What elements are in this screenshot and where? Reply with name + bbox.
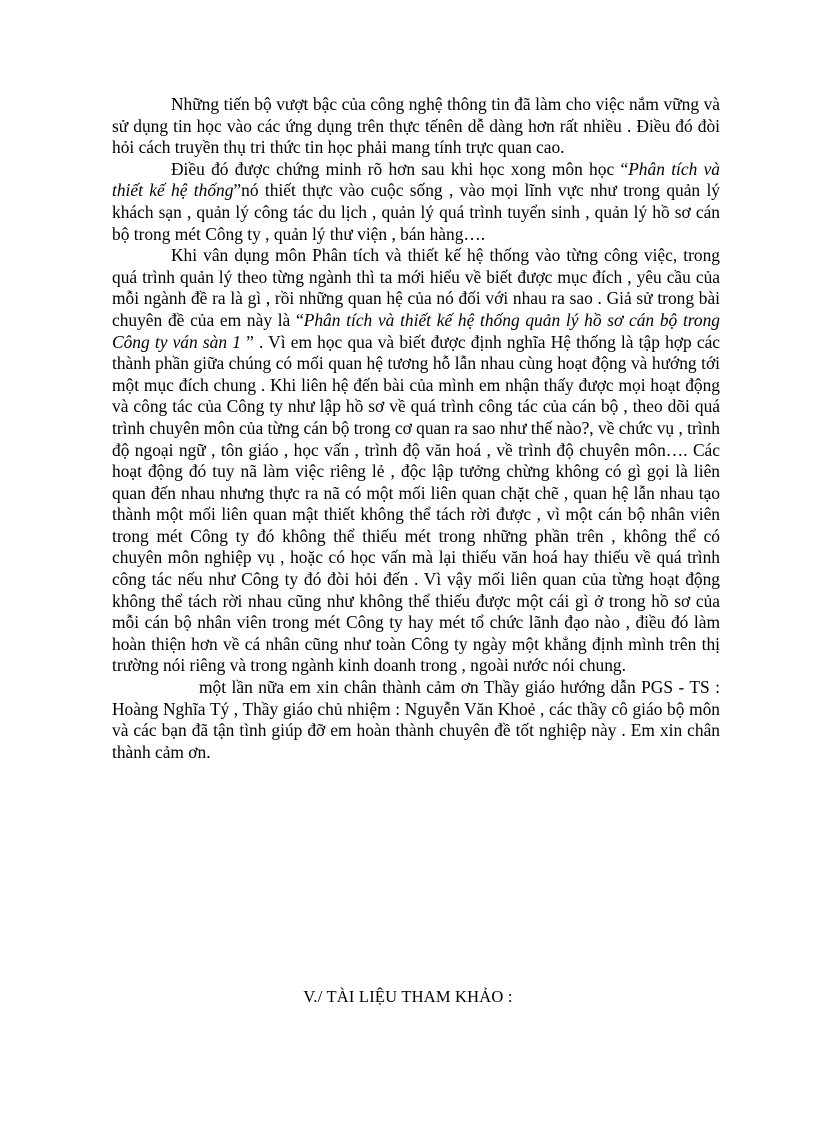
paragraph-application-text-2: ” . Vì em học qua và biết được định nghĩa Hệ thống là tập hợp các thành phần giữa chúng có mối quan hệ tương hỗ lẫn nhau cùng hoạt động và hướng tới một mục đích chung . Khi liên hệ đến bài của mình em nhận thấy được mọi hoạt động và công tác của Công ty như lập hồ sơ về quá trình công tác của cán bộ , theo dõi quá trình chuyên môn của từng cán bộ trong cơ quan ra sao như thế nào?, về chức vụ , trình độ ngoại ngữ , tôn giáo , học vấn , trình độ văn hoá , về trình độ chuyên môn…. Các hoạt động đó tuy nã làm việc riêng lẻ , độc lập tưởng chừng không có gì gọi là liên quan đến nhau nhưng thực ra nã có một mối liên quan chặt chẽ , quan hệ lẫn nhau tạo thành một mối liên quan mật thiết không thể tách rời được , vì một cán bộ nhân viên trong mét Công ty đó không thể thiếu mét trong những phần trên , không thể có chuyên môn nghiệp vụ , hoặc có học vấn mà lại thiếu văn hoá hay thiếu về quá trình công tác nếu như Công ty đó đòi hỏi đến . Vì vậy mối liên quan của từng hoạt động không thể tách rời nhau cũng như không thể thiếu được một cái gì ở trong hồ sơ của mỗi cán bộ nhân viên trong mét Công ty hay mét tổ chức lãnh đạo nào , điều đó làm hoàn thiện hơn về cá nhân cũng như toàn Công ty ngày một khẳng định mình trên thị trường nói riêng và trong ngành kinh doanh trong , ngoài nước nói chung.	[112, 331, 721, 676]
paragraph-analysis-text-2: ”nó thiết thực vào cuộc sống , vào mọi lĩnh vực như trong quản lý khách sạn , quản lý công tác du lịch , quản lý quá trình tuyển sinh , quản lý hồ sơ cán bộ trong mét Công ty , quản lý thư viện , bán hàng….	[112, 180, 720, 244]
paragraph-analysis-course-title: Phân tích và thiết kế hệ thống	[112, 158, 720, 201]
paragraph-intro	[112, 94, 720, 159]
paragraph-acknowledgement	[112, 677, 720, 763]
paragraph-application-thesis-title: Phân tích và thiết kế hệ thống quản lý hồ sơ cán bộ trong Công ty ván sàn 1	[112, 309, 721, 352]
section-heading-references: V./ TÀI LIỆU THAM KHẢO :	[303, 987, 513, 1006]
paragraph-application-text-1: Khi vân dụng môn Phân tích và thiết kế hệ thống vào từng công việc, trong quá trình quản lý theo từng ngành thì ta mới hiểu về biết được mục đích , yêu cầu của mỗi ngành đề ra là gì , rồi những quan hệ của nó đối với nhau ra sao . Giả sử trong bài chuyên đề của em này là “	[112, 245, 720, 330]
paragraph-application	[112, 245, 720, 677]
paragraph-intro-text: Những tiến bộ vượt bậc của công nghệ thông tin đã làm cho việc nắm vững và sử dụng tin học vào các ứng dụng trên thực tếnên dễ dàng hơn rất nhiều . Điều đó đòi hỏi cách truyền thụ tri thức tin học phải mang tính trực quan cao.	[112, 94, 720, 158]
paragraph-analysis	[112, 159, 720, 245]
document-body	[112, 94, 720, 763]
paragraph-acknowledgement-text: một lần nữa em xin chân thành cảm ơn Thầy giáo hướng dẫn PGS - TS : Hoàng Nghĩa Tý , Thầy giáo chủ nhiệm : Nguyễn Văn Khoẻ , các thầy cô giáo bộ môn và các bạn đã tận tình giúp đỡ em hoàn thành chuyên đề tốt nghiệp này . Em xin chân thành cảm ơn.	[112, 677, 720, 762]
paragraph-analysis-text-1: Điều đó được chứng minh rõ hơn sau khi học xong môn học “	[171, 158, 629, 179]
